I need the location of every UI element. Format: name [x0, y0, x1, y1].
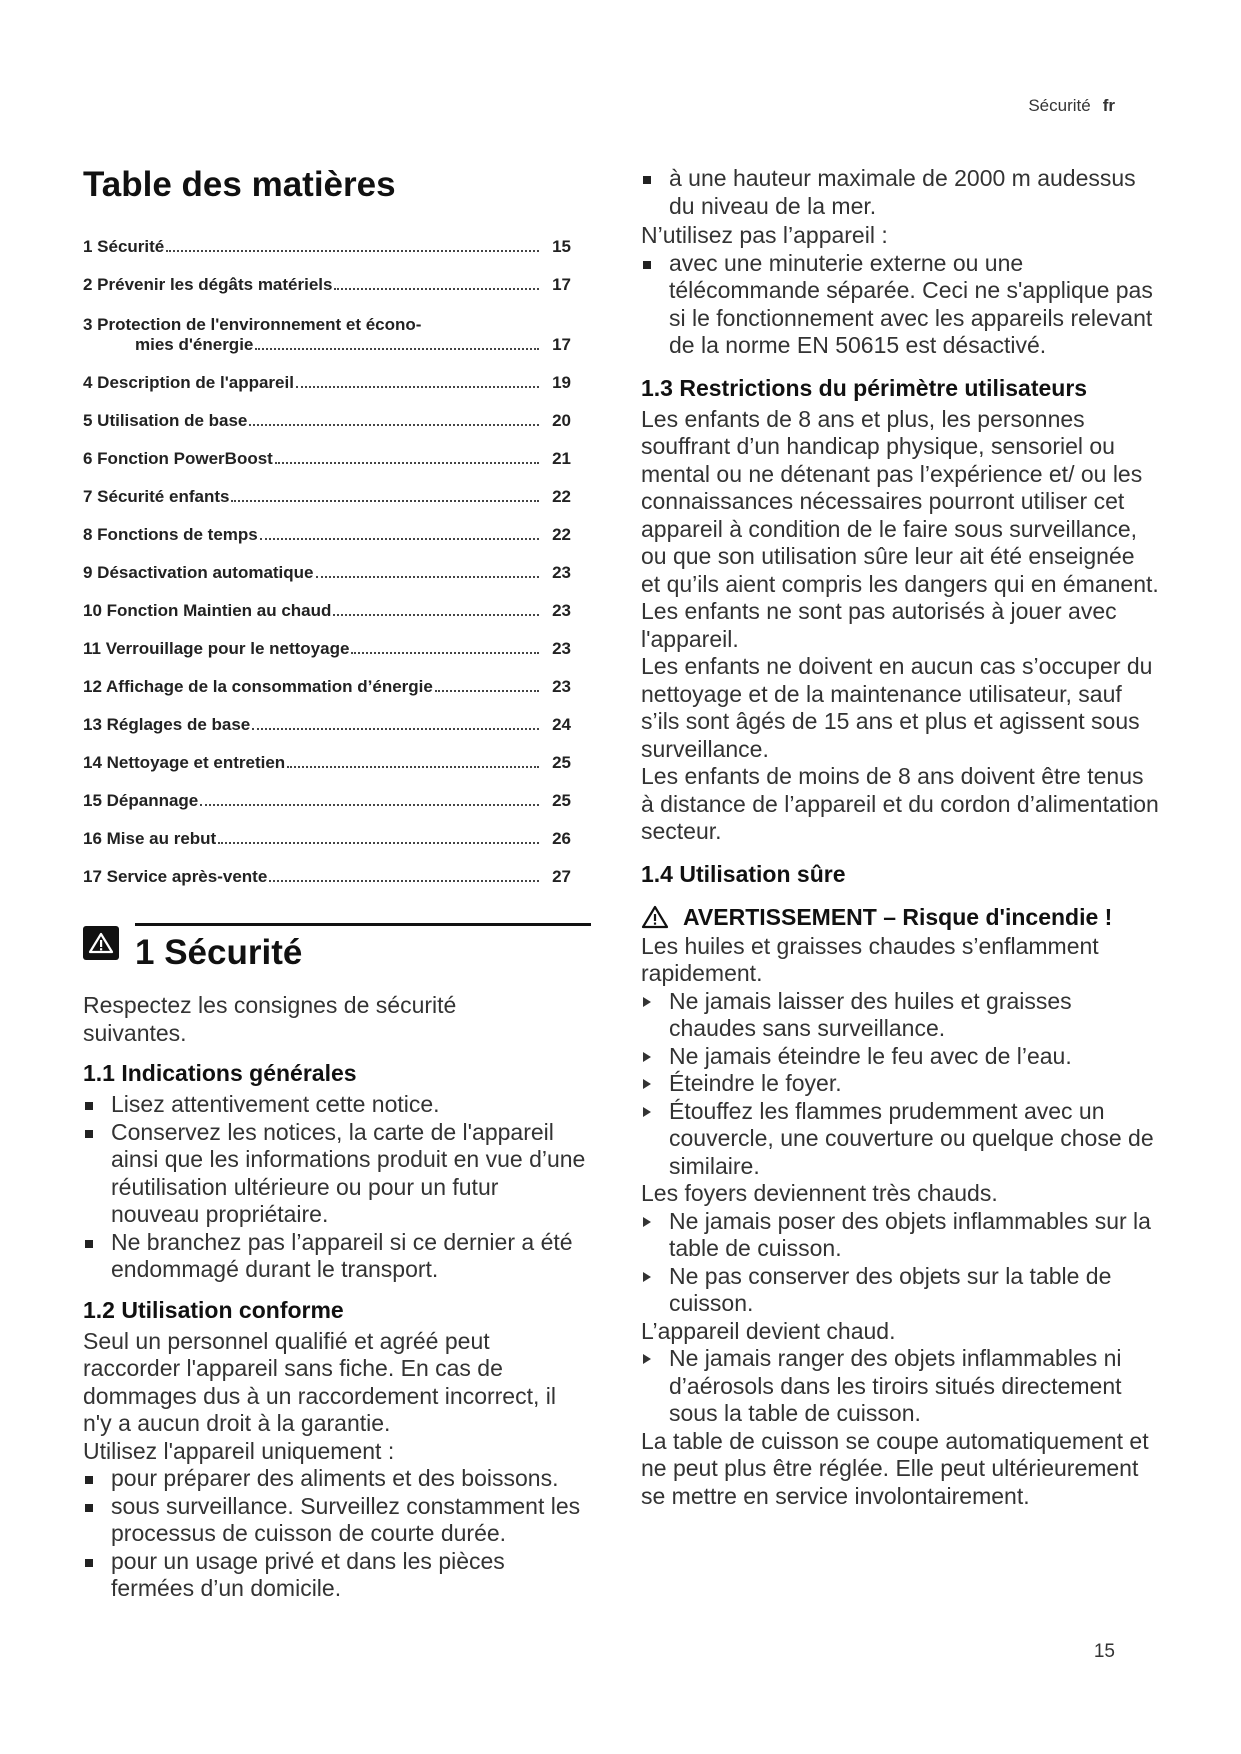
- toc-label: 9 Désactivation automatique: [83, 563, 314, 582]
- list-item: avec une minuterie externe ou une télécommande séparée. Ceci ne s'applique pas si le fonctionnement avec les appareils relevant de la norme EN 50615 est désactivé.: [641, 250, 1159, 360]
- list-item: pour un usage privé et dans les pièces fermées d’un domicile.: [83, 1548, 591, 1603]
- toc-item[interactable]: [83, 507, 571, 545]
- list-item: Ne branchez pas l’appareil si ce dernier a été endommagé durant le transport.: [83, 1229, 591, 1284]
- toc-page: 23: [552, 563, 571, 582]
- toc-item[interactable]: [83, 697, 571, 735]
- toc-label: 17 Service après-vente: [83, 867, 268, 886]
- toc-label: 10 Fonction Maintien au chaud: [83, 601, 332, 620]
- toc-label: mies d'énergie: [135, 335, 254, 354]
- toc-item[interactable]: [83, 659, 571, 697]
- toc-label: 15 Dépannage: [83, 791, 199, 810]
- warning-triangle-icon: [83, 926, 119, 960]
- list-item: Ne jamais ranger des objets inflammables ni d’aérosols dans les tiroirs situés directement sous la table de cuisson.: [641, 1345, 1159, 1428]
- toc-label: 4 Description de l'appareil: [83, 373, 294, 392]
- toc-label: 11 Verrouillage pour le nettoyage: [83, 639, 350, 658]
- list-item: Conservez les notices, la carte de l'appareil ainsi que les informations produit en vue d’une réutilisation ultérieure ou pour un futur nouveau propriétaire.: [83, 1119, 591, 1229]
- not-use-list: [641, 250, 1159, 360]
- toc-item[interactable]: [83, 257, 571, 295]
- toc-item[interactable]: [83, 773, 571, 811]
- toc-page: 17: [552, 335, 571, 354]
- toc-page: 23: [552, 639, 571, 658]
- list-item: à une hauteur maximale de 2000 m audessus du niveau de la mer.: [641, 165, 1159, 220]
- toc-page: 17: [552, 275, 571, 294]
- warning-icon: [641, 905, 669, 929]
- header-section: Sécurité: [1028, 96, 1091, 115]
- toc-item[interactable]: [83, 355, 571, 393]
- paragraph: Utilisez l'appareil uniquement :: [83, 1437, 395, 1464]
- instruction-list: [641, 1345, 1159, 1428]
- paragraph: La table de cuisson se coupe automatiquement et ne peut plus être réglée. Elle peut ultérieurement se mettre en service involontairement.: [641, 1427, 1149, 1509]
- list-item: Ne jamais poser des objets inflammables sur la table de cuisson.: [641, 1208, 1159, 1263]
- toc-label: 3 Protection de l'environnement et écono-: [83, 315, 422, 334]
- toc-item[interactable]: [83, 295, 571, 355]
- section-title-1-2: 1.2 Utilisation conforme: [83, 1296, 344, 1323]
- chapter-title: 1 Sécurité: [135, 933, 303, 972]
- toc-page: 22: [552, 487, 571, 506]
- list-item: sous surveillance. Surveillez constamment les processus de cuisson de courte durée.: [83, 1493, 591, 1548]
- toc-page: 27: [552, 867, 571, 886]
- paragraph: Les enfants ne sont pas autorisés à jouer avec l'appareil.: [641, 598, 1117, 652]
- toc-item[interactable]: [83, 849, 571, 887]
- toc: [83, 219, 591, 887]
- toc-label: 1 Sécurité: [83, 237, 165, 256]
- list-item: Étouffez les flammes prudemment avec un couvercle, une couverture ou quelque chose de similaire.: [641, 1098, 1159, 1181]
- list-item: Éteindre le foyer.: [641, 1070, 1159, 1098]
- toc-label: 13 Réglages de base: [83, 715, 251, 734]
- toc-title: Table des matières: [83, 165, 396, 204]
- warning-text: AVERTISSEMENT – Risque d'incendie !: [683, 903, 1113, 930]
- toc-item[interactable]: [83, 431, 571, 469]
- toc-item[interactable]: [83, 469, 571, 507]
- paragraph: L’appareil devient chaud.: [641, 1317, 896, 1344]
- general-indications-list: [83, 1091, 591, 1284]
- toc-label: 5 Utilisation de base: [83, 411, 248, 430]
- toc-label: 16 Mise au rebut: [83, 829, 217, 848]
- toc-label: 8 Fonctions de temps: [83, 525, 258, 544]
- toc-page: 25: [552, 791, 571, 810]
- paragraph: N’utilisez pas l’appareil :: [641, 222, 888, 248]
- paragraph: Les foyers deviennent très chauds.: [641, 1180, 998, 1206]
- running-header: [1028, 96, 1115, 116]
- section-title-1-3: 1.3 Restrictions du périmètre utilisateurs: [641, 374, 1088, 401]
- toc-page: 23: [552, 677, 571, 696]
- toc-page: 25: [552, 753, 571, 772]
- paragraph: Les enfants de moins de 8 ans doivent être tenus à distance de l’appareil et du cordon d’alimentation secteur.: [641, 763, 1159, 844]
- list-item: Ne jamais laisser des huiles et graisses chaudes sans surveillance.: [641, 988, 1159, 1043]
- list-item: Ne pas conserver des objets sur la table de cuisson.: [641, 1263, 1159, 1318]
- instruction-list: [641, 1208, 1159, 1318]
- toc-label: 14 Nettoyage et entretien: [83, 753, 286, 772]
- chapter-heading: [135, 923, 591, 974]
- toc-page: 19: [552, 373, 571, 392]
- paragraph: Les huiles et graisses chaudes s’enflamment rapidement.: [641, 932, 1099, 986]
- toc-item[interactable]: [83, 811, 571, 849]
- toc-item[interactable]: [83, 735, 571, 773]
- toc-page: 22: [552, 525, 571, 544]
- left-column: [83, 165, 591, 1603]
- chapter-intro: Respectez les consignes de sécurité suivantes.: [83, 992, 457, 1046]
- instruction-list: [641, 988, 1159, 1181]
- toc-label: 7 Sécurité enfants: [83, 487, 230, 506]
- toc-page: 20: [552, 411, 571, 430]
- toc-page: 26: [552, 829, 571, 848]
- intended-use-list-cont: [641, 165, 1159, 220]
- toc-item[interactable]: [83, 393, 571, 431]
- intended-use-list: [83, 1465, 591, 1603]
- page-number: 15: [1093, 1641, 1115, 1662]
- toc-page: 23: [552, 601, 571, 620]
- section-title-1-4: 1.4 Utilisation sûre: [641, 860, 846, 887]
- list-item: Lisez attentivement cette notice.: [83, 1091, 591, 1119]
- list-item: pour préparer des aliments et des boissons.: [83, 1465, 591, 1493]
- header-lang: fr: [1102, 96, 1115, 115]
- toc-label: 12 Affichage de la consommation d’énergie: [83, 677, 433, 696]
- warning-heading: [641, 904, 1159, 931]
- right-column: [641, 165, 1159, 1510]
- list-item: Ne jamais éteindre le feu avec de l’eau.: [641, 1043, 1159, 1071]
- paragraph: Les enfants de 8 ans et plus, les personnes souffrant d’un handicap physique, sensoriel ou mental ou ne détenant pas l’expérience et/ ou les connaissances nécessaires pourront utiliser cet appareil à condition de le faire sous surveillance, ou que son utilisation sûre leur ait été enseignée et qu’ils aient compris les dangers qui en émanent.: [641, 405, 1159, 597]
- paragraph: Les enfants ne doivent en aucun cas s’occuper du nettoyage et de la maintenance utilisateur, sauf s’ils sont âgés de 15 ans et plus et agissent sous surveillance.: [641, 653, 1153, 762]
- toc-label: 6 Fonction PowerBoost: [83, 449, 273, 468]
- toc-label: 2 Prévenir les dégâts matériels: [83, 275, 333, 294]
- toc-item[interactable]: [83, 583, 571, 621]
- toc-page: 24: [552, 715, 571, 734]
- toc-page: 15: [552, 237, 571, 256]
- section-title-1-1: 1.1 Indications générales: [83, 1060, 357, 1086]
- toc-item[interactable]: [83, 545, 571, 583]
- toc-item[interactable]: [83, 219, 571, 257]
- toc-item[interactable]: [83, 621, 571, 659]
- toc-page: 21: [552, 449, 571, 468]
- paragraph: Seul un personnel qualifié et agréé peut raccorder l'appareil sans fiche. En cas de dommages dus à un raccordement incorrect, il n'y a aucun droit à la garantie.: [83, 1327, 556, 1436]
